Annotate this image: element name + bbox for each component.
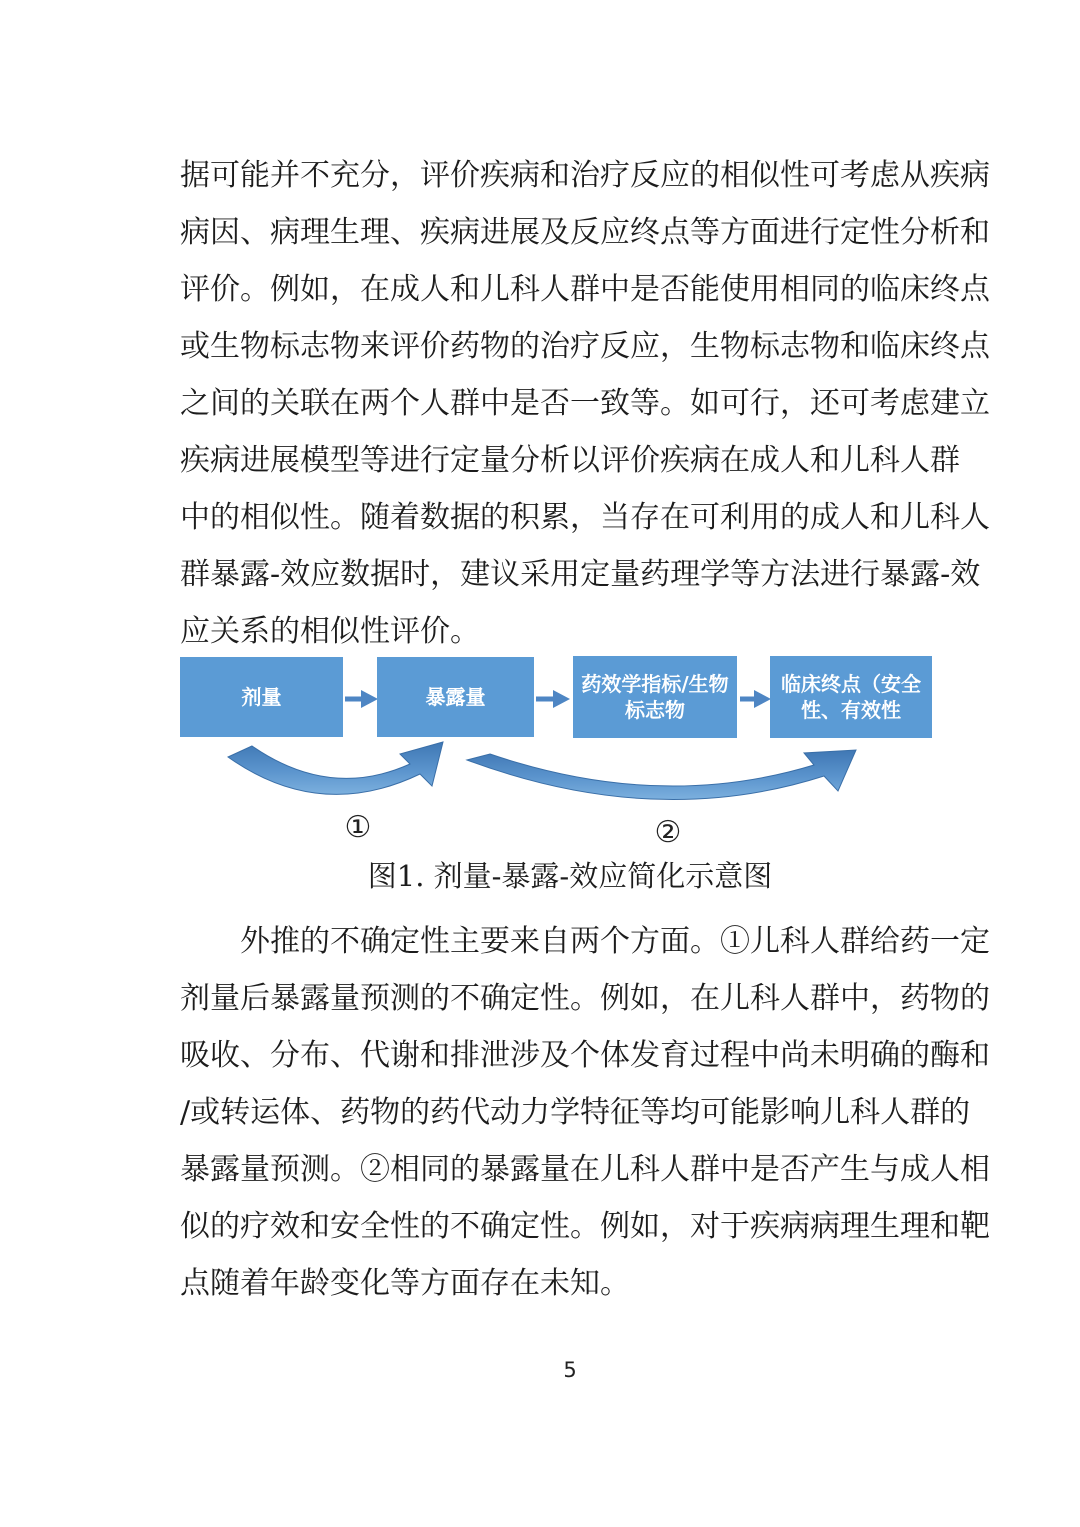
paragraph-1-line: 病因、病理生理、疾病进展及反应终点等方面进行定性分析和 <box>180 215 990 250</box>
paragraph-2 <box>180 913 990 1312</box>
flow-box-clinical-endpoint-label: 临床终点（安全性、有效性 <box>781 672 921 722</box>
figure-dose-exposure-response <box>0 648 1080 853</box>
paragraph-1-line: 疾病进展模型等进行定量分析以评价疾病在成人和儿科人群 <box>180 443 960 478</box>
figure-caption: 图1. 剂量-暴露-效应简化示意图 <box>367 859 773 893</box>
paragraph-1 <box>180 147 990 660</box>
paragraph-1-line: 或生物标志物来评价药物的治疗反应，生物标志物和临床终点 <box>180 329 990 364</box>
curved-arrow-1 <box>228 742 443 794</box>
paragraph-2-line: 暴露量预测。②相同的暴露量在儿科人群中是否产生与成人相 <box>180 1152 990 1187</box>
flow-box-exposure-label: 暴露量 <box>425 685 486 709</box>
page-number: 5 <box>563 1358 577 1382</box>
flow-box-exposure <box>377 657 534 737</box>
arrow-dose-to-exposure <box>345 690 378 708</box>
paragraph-1-line: 中的相似性。随着数据的积累，当存在可利用的成人和儿科人 <box>180 500 990 535</box>
arrow-pd-to-clinical <box>740 690 771 708</box>
curved-arrow-2 <box>467 750 856 800</box>
flow-box-dose <box>180 657 343 737</box>
paragraph-1-line: 之间的关联在两个人群中是否一致等。如可行，还可考虑建立 <box>180 386 990 421</box>
paragraph-1-line: 据可能并不充分，评价疾病和治疗反应的相似性可考虑从疾病 <box>180 158 990 193</box>
paragraph-2-line: 似的疗效和安全性的不确定性。例如，对于疾病病理生理和靶 <box>180 1209 990 1244</box>
curve-label-1: ① <box>344 810 372 845</box>
paragraph-2-line: 剂量后暴露量预测的不确定性。例如，在儿科人群中，药物的 <box>180 981 990 1016</box>
paragraph-2-line: 点随着年龄变化等方面存在未知。 <box>180 1266 630 1301</box>
flow-box-clinical-endpoint <box>770 656 932 738</box>
arrow-exposure-to-pd <box>536 690 570 708</box>
paragraph-1-line: 群暴露-效应数据时，建议采用定量药理学等方法进行暴露-效 <box>180 557 981 592</box>
paragraph-2-line: 外推的不确定性主要来自两个方面。①儿科人群给药一定 <box>240 924 990 959</box>
paragraph-1-line: 评价。例如，在成人和儿科人群中是否能使用相同的临床终点 <box>180 272 990 307</box>
paragraph-2-line: 吸收、分布、代谢和排泄涉及个体发育过程中尚未明确的酶和 <box>180 1038 990 1073</box>
flow-box-pd-biomarker <box>573 656 737 738</box>
paragraph-2-line: /或转运体、药物的药代动力学特征等均可能影响儿科人群的 <box>180 1095 971 1130</box>
curve-label-2: ② <box>654 815 682 850</box>
flow-box-dose-label: 剂量 <box>241 685 282 709</box>
paragraph-1-line: 应关系的相似性评价。 <box>180 614 480 649</box>
flow-box-pd-biomarker-label: 药效学指标/生物标志物 <box>581 672 729 722</box>
